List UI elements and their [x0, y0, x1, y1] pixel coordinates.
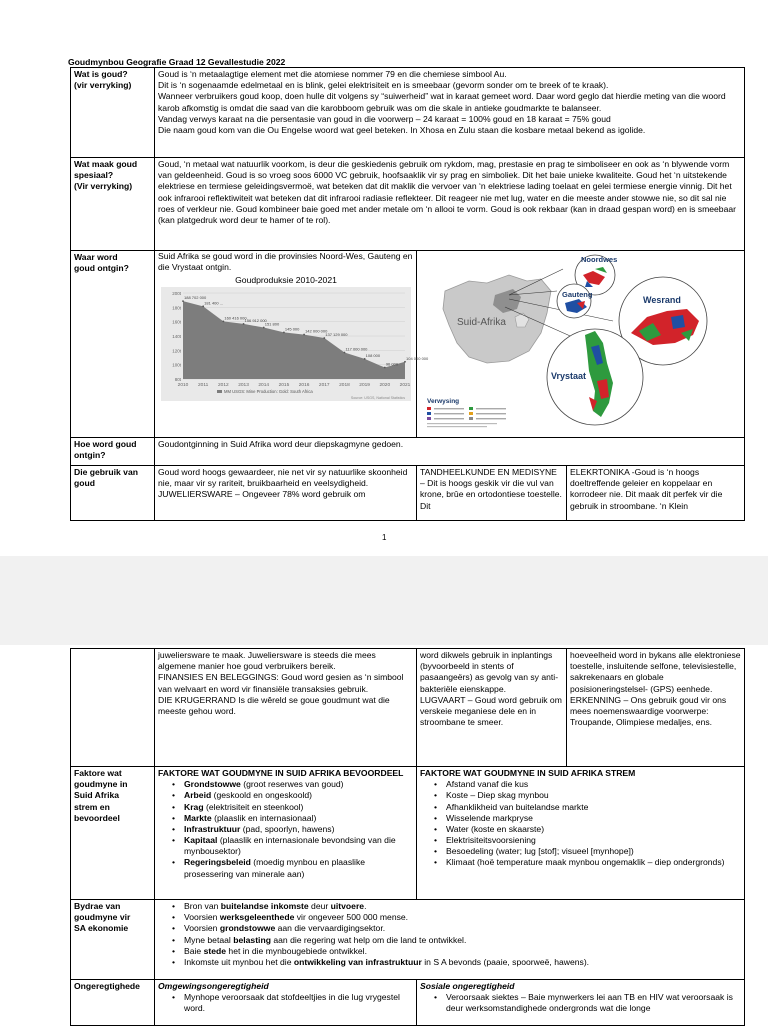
data-point: [404, 361, 406, 363]
row-gebruik-continued: [71, 649, 745, 767]
row-label: Waar word goud ontgin?: [71, 251, 155, 438]
row-faktore: [71, 767, 745, 900]
data-label: 181 400 ...: [204, 300, 224, 306]
data-point: [182, 301, 184, 303]
x-tick-label: 2013: [238, 383, 249, 389]
data-point: [243, 323, 245, 325]
list-item: • Elektrisiteitsvoorsiening: [420, 835, 741, 846]
list-item: • Baie stede het in die mynbougebiede ontwikkel.: [158, 946, 741, 957]
x-tick-label: 2014: [258, 383, 270, 389]
data-point: [202, 306, 204, 308]
gold-production-chart: [157, 275, 429, 403]
strem-heading: FAKTORE WAT GOUDMYNE IN SUID AFRIKA STREM: [420, 768, 636, 778]
data-label: 117 000 000: [345, 346, 368, 352]
vrystaat-label: Vrystaat: [551, 371, 587, 381]
gebruik-col-2: TANDHEELKUNDE EN MEDISYNE – Dit is hoogs geskik vir die vul van krone, brûe en ortodontiese toestelle. Dit: [417, 466, 567, 521]
gebruik-col-2: word dikwels gebruik in inplantings (byvoorbeeld in stents of pasaangeërs) as gevolg van sy anti-bakteriële eienskappe. LUGVAART – Goud word gebruik om verskeie meganiese dele en in stroombane te smeer.: [417, 649, 567, 767]
gebruik-col-3: ELEKRTONIKA -Goud is ‘n hoogs doeltreffende geleier en koppelaar en korrodeer nie. Dit maak dit perfek vir die gebruik in stroombane. ‘n Klein: [567, 466, 745, 521]
omgewing-list: [158, 992, 413, 1014]
list-item: • Voorsien werksgeleenthede vir ongeveer 500 000 mense.: [158, 912, 741, 923]
row-content: [155, 251, 429, 438]
chart-svg: [161, 287, 429, 401]
list-item: • Afstand vanaf die kus: [420, 779, 741, 790]
row-gebruik: [71, 466, 745, 521]
data-point: [384, 367, 386, 369]
legend-text: [476, 408, 506, 409]
data-point: [364, 358, 366, 360]
list-item: • Koste – Diep skag mynbou: [420, 790, 741, 801]
wesrand-gold-field: [671, 315, 685, 329]
omgewing-column: [155, 980, 417, 1026]
legend-swatch: [427, 407, 431, 410]
list-item: • Inkomste uit mynbou het die ontwikkeling van infrastruktuur in S A bevonds (paaie, spoorweë, hawens).: [158, 957, 741, 968]
sosiaal-heading: Sosiale ongeregtigheid: [420, 981, 515, 991]
x-tick-label: 2016: [298, 383, 310, 389]
data-label: 96 000: [385, 361, 399, 367]
row-label-empty: [71, 649, 155, 767]
page-gap: [0, 556, 768, 645]
legend-swatch: [469, 412, 473, 415]
map-cell: [417, 251, 745, 438]
data-point: [303, 334, 305, 336]
page-2: [0, 645, 768, 1024]
list-item: • Regeringsbeleid (moedig mynbou en plaaslike prosessering van minerale aan): [158, 857, 413, 879]
row-label: Bydrae van goudmyne vir SA ekonomie: [71, 900, 155, 980]
x-tick-label: 2015: [278, 383, 290, 389]
legend-swatch: [469, 417, 473, 420]
bydrae-content: [155, 900, 745, 980]
data-label: 104 000 000: [406, 356, 429, 362]
x-tick-label: 2017: [318, 383, 330, 389]
row-content: Goud is ‘n metaalagtige element met die atomiese nommer 79 en die chemiese simbool Au. Dit is ‘n sogenaamde edelmetaal en is blink, gelei elektrisiteit en is smeebaar (gevorm sonder om te breek of te kraak). Wanneer verbruikers goud koop, doen hulle dit volgens sy “suiwerheid” wat in karaat gemeet word. Daar word geglo dat hierdie meting van die woord karob afkomstig is omdat die saad van die karobboom gebruik was om die skale in antieke goudmarkte te balanseer. Vandag verwys karaat na die persentasie van goud in die voorwerp – 24 karaat = 100% goud en 18 karaat = 75% goud Die naam goud kom van die Ou Engelse woord wat geel beteken. In Xhosa en Zulu staan die kosbare metaal bekend as igolide.: [155, 68, 745, 158]
map-svg: [417, 251, 743, 433]
list-item: • Mynhope veroorsaak dat stofdeeltjies in die lug vrygestel word.: [158, 992, 413, 1014]
omgewing-heading: Omgewingsongeregtigheid: [158, 981, 269, 991]
legend-swatch: [427, 417, 431, 420]
list-item: • Bron van buitelandse inkomste deur uitvoere.: [158, 901, 741, 912]
wesrand-label: Wesrand: [643, 295, 681, 305]
list-item: • Infrastruktuur (pad, spoorlyn, hawens): [158, 824, 413, 835]
list-item: • Besoedeling (water; lug [stof]; visueel [mynhope]): [420, 846, 741, 857]
x-tick-label: 2011: [198, 383, 209, 389]
list-item: • Krag (elektrisiteit en steenkool): [158, 802, 413, 813]
noordwes-label: Noordwes: [581, 255, 618, 264]
gebruik-col-1: juweliersware te maak. Juweliersware is steeds die mees algemene manier hoe goud verbruikers bereik. FINANSIES EN BELEGGINGS: Goud word gesien as ‘n simbool van welvaart en word vir finansiële transaksies gebruik. DIE KRUGERRAND Is die wêreld se goue goudmunt wat die meeste gehou word.: [155, 649, 417, 767]
data-label: 137 129 000: [325, 332, 348, 338]
legend-title: Verwysing: [427, 398, 460, 405]
row-label: Wat is goud? (vir verryking): [71, 68, 155, 158]
y-tick-label: 140t: [172, 334, 181, 340]
y-tick-label: 80t: [174, 377, 181, 383]
legend-swatch: [427, 412, 431, 415]
row-hoe: [71, 438, 745, 466]
row-label: Die gebruik van goud: [71, 466, 155, 521]
list-item: • Wisselende markprysе: [420, 813, 741, 824]
row-waar: [71, 251, 745, 438]
list-item: • Myne betaal belasting aan die regering wat help om die land te ontwikkel.: [158, 935, 741, 946]
row-label: Hoe word goud ontgin?: [71, 438, 155, 466]
x-tick-label: 2021: [399, 383, 411, 389]
chart-title: Goudproduksie 2010-2021: [235, 275, 337, 286]
x-tick-label: 2019: [359, 383, 370, 389]
x-tick-label: 2012: [218, 383, 229, 389]
country-label: Suid-Afrika: [457, 317, 506, 328]
y-tick-label: 200t: [172, 291, 181, 297]
list-item: • Water (koste en skaarste): [420, 824, 741, 835]
y-tick-label: 160t: [172, 320, 181, 326]
row-content: Goud, ‘n metaal wat natuurlik voorkom, is deur die geskiedenis gebruik om rykdom, mag, prestasie en prag te simboliseer en ook as ‘n blywende vorm van geldeenheid. Goud is so vroeg soos 6000 VC gebruik, hoofsaaklik vir sy prag en simboliek. Dit het baie unieke kwaliteite. Goud het ‘n uitstekende elektriese en termiese geleidingsvermoë, wat beteken dat dit maklik die vervoer van ‘n elektriese lading toelaat en gelei termiese energie vinnig. Dit het ook infrarooi reflektiwiteit wat beteken dat dit infrarooi radiasie reflekteer. Dit reageer nie met lug, water en die meeste ander stowwe nie, so dit sal nie roes of verkleur nie. Goud kombineer baie goed met ander metale om ‘n allooi te vorm. Goud is ook rekbaar (kan in draad gespan word) en is smeebaar (kan platgedruk word deur te hamer of te rol).: [155, 158, 745, 251]
list-item: • Veroorsaak siektes – Baie mynwerkers lei aan TB en HIV wat veroorsaak is deur werksomstandighede ondergronds wat die longe: [420, 992, 741, 1014]
list-item: • Markte (plaaslik en internasionaal): [158, 813, 413, 824]
x-tick-label: 2020: [379, 383, 391, 389]
x-tick-label: 2018: [339, 383, 350, 389]
list-item: • Arbeid (geskoold en ongeskoold): [158, 790, 413, 801]
data-point: [222, 321, 224, 323]
row-wat-is-goud: [71, 68, 745, 158]
chart-plot-area: [161, 287, 429, 401]
waar-text: Suid Afrika se goud word in die provinsies Noord-Wes, Gauteng en die Vrystaat ontgin.: [158, 251, 413, 273]
document-title: Goudmynbou Geografie Graad 12 Gevallestudie 2022: [68, 57, 286, 67]
page-number: 1: [382, 533, 387, 542]
row-label: Faktore wat goudmyne in Suid Afrika strem en bevoordeel: [71, 767, 155, 900]
data-label: 156 912 000: [244, 318, 267, 324]
sosiaal-list: [420, 992, 741, 1014]
row-bydrae: [71, 900, 745, 980]
legend-swatch: [217, 390, 222, 393]
bydrae-list: [158, 901, 741, 968]
data-label: 151 800: [264, 321, 280, 327]
case-study-table-continued: [70, 648, 745, 1026]
legend-label: MM USGS: Mine Production: Gold: South Africa: [224, 389, 313, 395]
list-item: • Afhanklikheid van buitelandse markte: [420, 802, 741, 813]
y-tick-label: 120t: [172, 348, 181, 354]
production-area: [183, 301, 405, 379]
data-point: [283, 332, 285, 334]
row-label: Ongeregtighede: [71, 980, 155, 1026]
data-label: 160 416 000: [224, 315, 247, 321]
data-label: 142 000 000: [305, 328, 328, 334]
gauteng-label: Gauteng: [562, 290, 593, 299]
bevoordeel-heading: FAKTORE WAT GOUDMYNE IN SUID AFRIKA BEVOORDEEL: [158, 768, 404, 778]
data-label: 108 000: [365, 353, 381, 359]
gebruik-col-3: hoeveelheid word in bykans alle elektroniese toestelle, insluitende selfone, televisiestelle, sakrekenaars en globale posisioneringstelsel- (GPS) eenhede. ERKENNING – Ons gebruik goud vir ons mees noemenswaardige voorwerpe: Troupande, Olimpiese medaljes, ens.: [567, 649, 745, 767]
legend-text: [434, 408, 464, 409]
data-label: 188 702 000: [184, 295, 207, 301]
list-item: • Grondstowwe (groot reserwes van goud): [158, 779, 413, 790]
chart-source: Source: USGS, National Statistics: [350, 396, 405, 401]
y-tick-label: 180t: [172, 305, 181, 311]
data-point: [344, 352, 346, 354]
list-item: • Kapitaal (plaaslik en internasionale bevondsing van die mynbousektor): [158, 835, 413, 857]
legend-swatch: [469, 407, 473, 410]
data-label: 145 000: [284, 326, 300, 332]
legend-text: [476, 418, 506, 419]
list-item: • Voorsien grondstowwe aan die vervaardigingsektor.: [158, 923, 741, 934]
row-label: Wat maak goud spesiaal? (Vir verryking): [71, 158, 155, 251]
row-ongeregtighede: [71, 980, 745, 1026]
legend-note: [427, 423, 497, 424]
case-study-table: [70, 67, 745, 521]
gebruik-col-1: Goud word hoogs gewaardeer, nie net vir sy natuurlike skoonheid nie, maar vir sy rariteit, bruikbaarheid en veelsydigheid. JUWELIERSWARE – Ongeveer 78% word gebruik om: [155, 466, 417, 521]
strem-list: [420, 779, 741, 868]
legend-text: [434, 418, 464, 419]
data-point: [323, 338, 325, 340]
bevoordeel-list: [158, 779, 413, 880]
x-tick-label: 2010: [177, 383, 189, 389]
list-item: • Klimaat (hoë temperature maak mynbou ongemaklik – diep ondergronds): [420, 857, 741, 868]
faktore-bevoordeel: [155, 767, 417, 900]
sosiaal-column: [417, 980, 745, 1026]
row-spesiaal: [71, 158, 745, 251]
legend-note: [427, 426, 487, 427]
faktore-strem: [417, 767, 745, 900]
data-point: [263, 327, 265, 329]
legend-text: [434, 413, 464, 414]
y-tick-label: 100t: [172, 363, 181, 369]
legend-text: [476, 413, 506, 414]
row-content: Goudontginning in Suid Afrika word deur diepskagmyne gedoen.: [155, 438, 745, 466]
gold-field-map: [417, 251, 743, 433]
